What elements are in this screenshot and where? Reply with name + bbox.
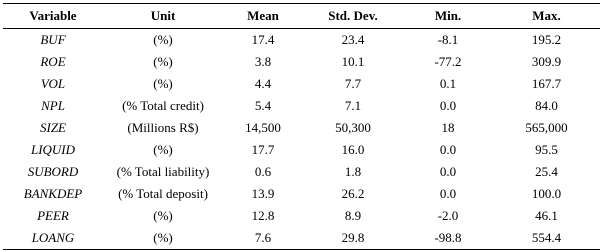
cell-unit: (%) — [153, 32, 173, 47]
table-row — [3, 73, 600, 95]
table-body — [3, 29, 600, 250]
cell-variable: SUBORD — [27, 164, 79, 179]
cell-unit: (%) — [103, 227, 223, 250]
table-row — [3, 227, 600, 250]
header-row — [3, 4, 600, 29]
cell-max: 195.2 — [531, 32, 562, 47]
table-row — [3, 29, 600, 52]
cell-min: 0.0 — [439, 142, 457, 157]
cell-unit: (Millions R$) — [127, 120, 199, 135]
cell-min: 0.0 — [439, 98, 457, 113]
cell-std-dev: 8.9 — [344, 208, 362, 223]
cell-std-dev: 26.2 — [341, 186, 365, 201]
cell-unit: (%) — [153, 142, 173, 157]
cell-unit: (% Total deposit) — [118, 186, 208, 201]
cell-unit: (%) — [153, 208, 173, 223]
cell-unit: (% Total credit) — [122, 98, 204, 113]
header-variable: Variable — [3, 4, 103, 29]
header-mean: Mean — [223, 4, 303, 29]
cell-mean: 13.9 — [251, 186, 275, 201]
cell-mean: 0.6 — [254, 164, 272, 179]
cell-std-dev: 16.0 — [341, 142, 365, 157]
cell-max: 95.5 — [535, 142, 558, 157]
cell-max: 167.7 — [531, 76, 562, 91]
cell-std-dev: 23.4 — [341, 32, 365, 47]
cell-std-dev: 10.1 — [341, 54, 365, 69]
cell-max: 309.9 — [531, 54, 562, 69]
cell-std-dev: 7.1 — [344, 98, 362, 113]
cell-variable: SIZE — [40, 120, 66, 135]
table-row — [3, 51, 600, 73]
cell-max: 25.4 — [535, 164, 558, 179]
cell-max: 84.0 — [535, 98, 558, 113]
cell-mean: 17.7 — [251, 142, 275, 157]
cell-max: 565,000 — [525, 120, 568, 135]
cell-mean: 17.4 — [251, 32, 275, 47]
cell-variable: NPL — [41, 98, 65, 113]
cell-variable: LOANG — [3, 227, 103, 250]
header-max: Max. — [493, 4, 600, 29]
cell-unit: (% Total liability) — [116, 164, 210, 179]
cell-min: 0.0 — [439, 164, 457, 179]
cell-std-dev: 50,300 — [335, 120, 371, 135]
cell-variable: VOL — [40, 76, 66, 91]
cell-variable: PEER — [37, 208, 69, 223]
cell-min: -2.0 — [437, 208, 459, 223]
table-row — [3, 205, 600, 227]
cell-variable: BUF — [40, 32, 66, 47]
cell-mean: 3.8 — [254, 54, 272, 69]
table-row — [3, 139, 600, 161]
cell-mean: 5.4 — [254, 98, 272, 113]
cell-variable: BANKDEP — [23, 186, 83, 201]
cell-unit: (%) — [153, 76, 173, 91]
cell-variable: LIQUID — [30, 142, 76, 157]
cell-min: -8.1 — [437, 32, 459, 47]
table-row — [3, 95, 600, 117]
table-row — [3, 183, 600, 205]
cell-max: 554.4 — [493, 227, 600, 250]
cell-mean: 12.8 — [251, 208, 275, 223]
cell-min: 18 — [441, 120, 455, 135]
header-min: Min. — [403, 4, 493, 29]
cell-min: -98.8 — [403, 227, 493, 250]
cell-mean: 4.4 — [254, 76, 272, 91]
header-std-dev: Std. Dev. — [303, 4, 403, 29]
cell-std-dev: 29.8 — [303, 227, 403, 250]
cell-unit: (%) — [153, 54, 173, 69]
table-row — [3, 161, 600, 183]
cell-max: 100.0 — [531, 186, 562, 201]
cell-mean: 7.6 — [223, 227, 303, 250]
cell-min: -77.2 — [434, 54, 462, 69]
cell-min: 0.0 — [439, 186, 457, 201]
table-row — [3, 117, 600, 139]
cell-max: 46.1 — [535, 208, 558, 223]
cell-mean: 14,500 — [245, 120, 281, 135]
header-unit: Unit — [103, 4, 223, 29]
descriptive-statistics-table — [3, 3, 600, 250]
cell-std-dev: 7.7 — [344, 76, 362, 91]
cell-min: 0.1 — [439, 76, 457, 91]
cell-variable: ROE — [40, 54, 66, 69]
cell-std-dev: 1.8 — [344, 164, 362, 179]
